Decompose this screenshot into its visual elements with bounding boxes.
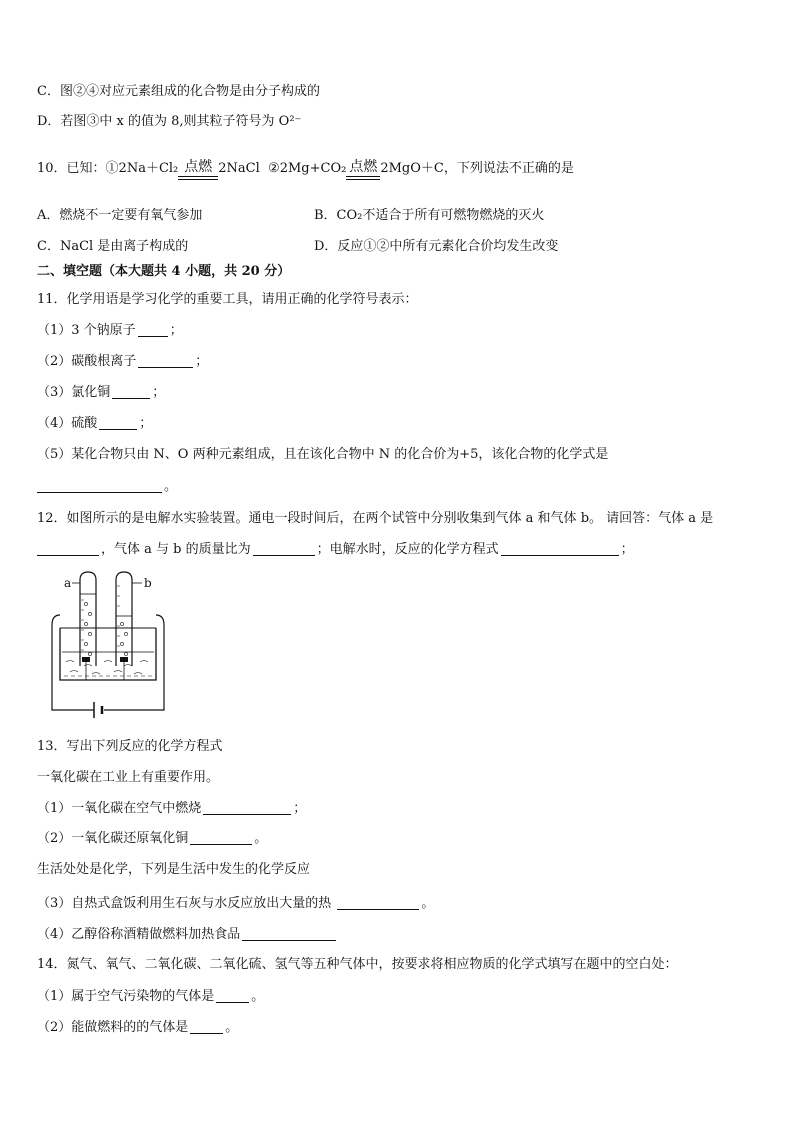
q9-option-c-text: C．图②④对应元素组成的化合物是由分子构成的 [37, 84, 320, 99]
q10-eq1-condition: 点燃 [184, 159, 213, 175]
q13-intro2-text: 生活处处是化学，下列是生活中发生的化学反应 [37, 862, 311, 877]
q11-part1 [37, 322, 183, 340]
q11-part2-end: ； [195, 354, 209, 369]
q11-part4 [37, 415, 152, 433]
q10-option-b-wrap [314, 207, 544, 225]
water-pattern [66, 661, 148, 675]
label-a: a [64, 576, 72, 590]
q13-intro2 [37, 861, 310, 879]
tube-marks [81, 586, 120, 650]
q10-eq1-right: 2NaCl [218, 161, 260, 176]
wire-right [104, 625, 164, 710]
q10-option-b: B．CO₂不适合于所有可燃物燃烧的灭火 [314, 208, 545, 223]
q11-part4-blank[interactable] [99, 415, 137, 430]
q14-part2-blank[interactable] [190, 1019, 223, 1034]
water-basin [60, 628, 156, 680]
q9-option-d [37, 113, 301, 131]
q12-ratio-blank[interactable] [253, 541, 315, 556]
q12-end: ； [620, 542, 634, 557]
q11-part2-blank[interactable] [138, 353, 193, 368]
q13-part1-end: ； [293, 801, 307, 816]
q11-part3-blank[interactable] [112, 384, 150, 399]
q14-part1 [37, 988, 264, 1006]
q11-part3 [37, 384, 165, 402]
q13-part4-blank[interactable] [242, 926, 336, 941]
section-heading [37, 263, 290, 281]
q13-part2-blank[interactable] [190, 830, 252, 845]
q13-part2-text: （2）一氧化碳还原氧化铜 [37, 831, 189, 846]
q10-eq2-left: ②2Mg+CO₂ [268, 161, 347, 176]
q10-option-a: A．燃烧不一定要有氧气参加 [37, 208, 203, 223]
wire-left [52, 625, 94, 710]
q13-part1 [37, 800, 306, 818]
q14-part1-end: 。 [251, 989, 265, 1004]
q12-gas-a-blank[interactable] [37, 541, 99, 556]
q11-part2 [37, 353, 208, 371]
q13-part1-text: （1）一氧化碳在空气中燃烧 [37, 801, 202, 816]
q14-stem-text: 14．氮气、氧气、二氧化碳、二氧化硫、氢气等五种气体中，按要求将相应物质的化学式填写在题中的空白处： [37, 957, 678, 972]
q13-stem-text: 13．写出下列反应的化学方程式 [37, 739, 223, 754]
q10-eq1-left: ①2Na＋Cl₂ [105, 161, 179, 176]
q11-part5-answer [37, 478, 177, 496]
q10-option-d-wrap [314, 238, 558, 256]
label-b: b [144, 576, 152, 590]
q13-part2 [37, 830, 267, 848]
electrode-b [120, 657, 128, 662]
q14-part2-end: 。 [225, 1020, 239, 1035]
section-title: 二、填空题（本大题共 4 小题，共 20 分） [37, 264, 291, 279]
q12-stem [37, 510, 713, 528]
q12-stem-text: 12．如图所示的是电解水实验装置。通电一段时间后，在两个试管中分别收集到气体 a 和气体 b。 请回答：气体 a 是 [37, 511, 714, 526]
q11-stem-text: 11．化学用语是学习化学的重要工具，请用正确的化学符号表示： [37, 292, 418, 307]
q11-part1-end: ； [169, 323, 183, 338]
q12-line2 [37, 541, 634, 559]
q11-part5-end: 。 [164, 479, 178, 494]
q14-part2 [37, 1019, 238, 1037]
q10-prefix: 10．已知： [37, 161, 106, 176]
q11-part1-blank[interactable] [138, 322, 168, 337]
q13-part3 [37, 895, 434, 913]
q11-part5 [37, 446, 608, 464]
q12-equation-blank[interactable] [501, 541, 619, 556]
q10-eq2-right: 2MgO＋C，下列说法不正确的是 [380, 161, 574, 176]
q13-part4-text: （4）乙醇俗称酒精做燃料加热食品 [37, 927, 241, 942]
q10-eq2-condition: 点燃 [349, 159, 378, 175]
q12-part3-text: ；电解水时，反应的化学方程式 [316, 542, 499, 557]
q10-options-row1 [37, 207, 202, 225]
q13-part2-end: 。 [254, 831, 268, 846]
q11-part1-text: （1）3 个钠原子 [37, 323, 136, 338]
q11-part2-text: （2）碳酸根离子 [37, 354, 137, 369]
q10-eq1-arrow [178, 159, 218, 180]
q10-options-row2 [37, 238, 188, 256]
q9-option-c [37, 83, 320, 101]
q11-part4-text: （4）硫酸 [37, 416, 98, 431]
q11-part5-text: （5）某化合物只由 N、O 两种元素组成，且在该化合物中 N 的化合价为+5，该化合物的化学式是 [37, 447, 609, 462]
q13-part3-text: （3）自热式盒饭利用生石灰与水反应放出大量的热 [37, 896, 332, 911]
q14-part1-text: （1）属于空气污染物的气体是 [37, 989, 215, 1004]
q13-part4 [37, 926, 338, 944]
q11-part3-end: ； [152, 385, 166, 400]
q9-option-d-text: D．若图③中 x 的值为 8,则其粒子符号为 O²⁻ [37, 114, 302, 129]
q13-intro1-text: 一氧化碳在工业上有重要作用。 [37, 770, 220, 785]
q10-stem [37, 160, 574, 180]
q11-part3-text: （3）氯化铜 [37, 385, 111, 400]
q12-part2-text: ，气体 a 与 b 的质量比为 [101, 542, 251, 557]
q13-part1-blank[interactable] [203, 800, 291, 815]
q13-stem [37, 738, 223, 756]
electrode-a [82, 657, 90, 662]
q14-part2-text: （2）能做燃料的的气体是 [37, 1020, 189, 1035]
q10-option-d: D．反应①②中所有元素化合价均发生改变 [314, 239, 559, 254]
q13-intro1 [37, 769, 219, 787]
q11-part5-blank[interactable] [37, 478, 162, 493]
q14-part1-blank[interactable] [216, 988, 249, 1003]
q11-part4-end: ； [139, 416, 153, 431]
bubbles [84, 602, 127, 655]
q10-eq2-arrow [346, 159, 380, 180]
q10-option-c: C．NaCl 是由离子构成的 [37, 239, 189, 254]
q13-part3-end: 。 [421, 896, 435, 911]
q13-part3-blank[interactable] [337, 895, 419, 910]
q14-stem [37, 956, 678, 974]
electrolysis-apparatus-diagram [44, 570, 174, 720]
q11-stem [37, 291, 418, 309]
